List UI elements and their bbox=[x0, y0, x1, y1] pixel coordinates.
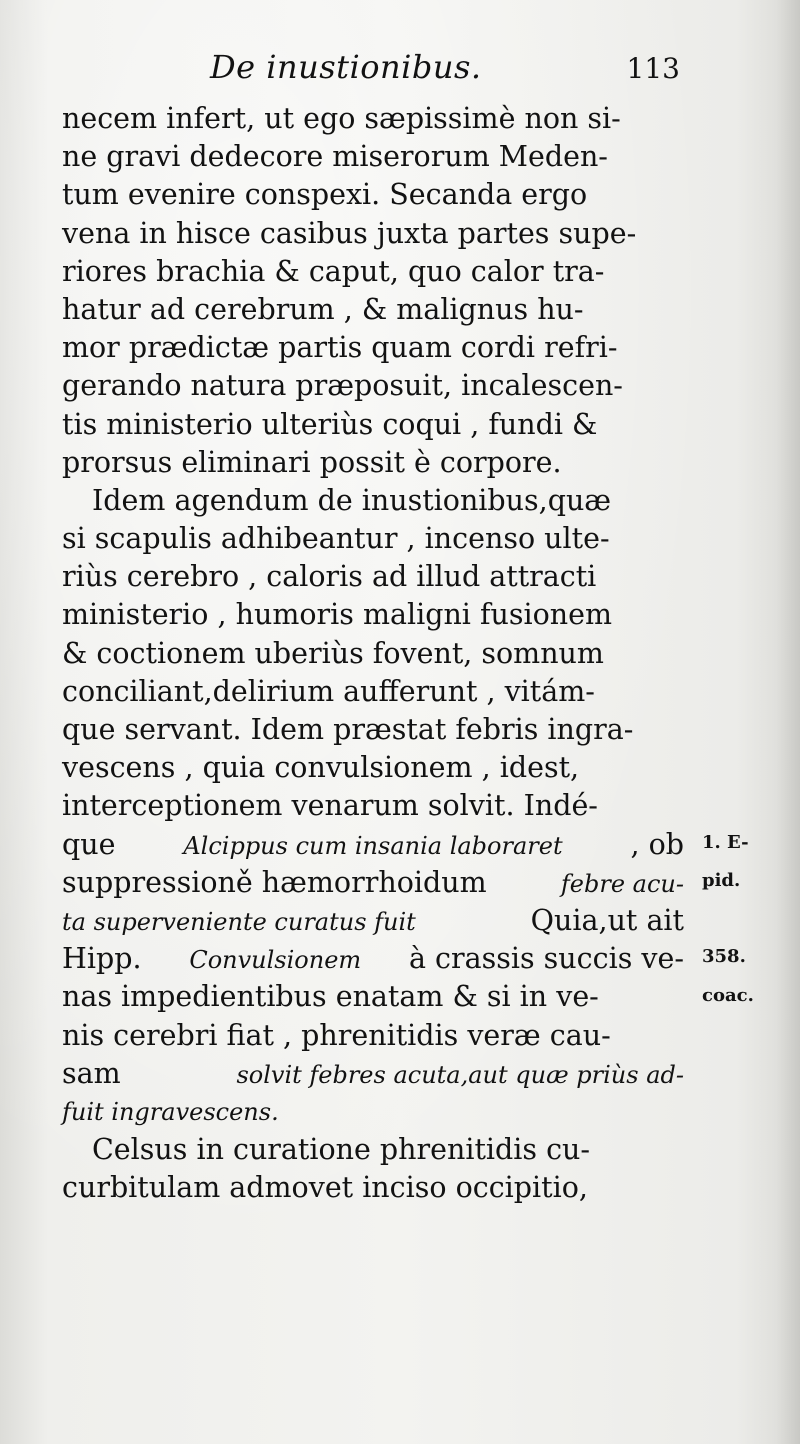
text-line bbox=[62, 100, 684, 138]
text-line bbox=[62, 826, 684, 864]
italic-text: solvit febres acuta,aut quæ priùs ad- bbox=[236, 1060, 684, 1089]
line-text: & coctionem uberiùs fovent, somnum bbox=[62, 636, 604, 670]
text-line bbox=[62, 444, 684, 482]
line-text: riores brachia & caput, quo calor tra- bbox=[62, 254, 605, 288]
margin-notes bbox=[702, 0, 792, 1444]
text-line bbox=[62, 1055, 684, 1093]
line-text: Celsus in curatione phrenitidis cu- bbox=[92, 1133, 591, 1167]
italic-text: febre acu- bbox=[560, 869, 684, 898]
line-text: à crassis succis ve- bbox=[399, 942, 684, 976]
line-text: Quia,ut ait bbox=[521, 903, 684, 937]
text-line bbox=[62, 635, 684, 673]
line-text: vena in hisce casibus juxta partes supe- bbox=[62, 216, 637, 250]
running-title: De inustionibus. bbox=[210, 48, 482, 86]
text-line bbox=[62, 1131, 684, 1169]
italic-text: fuit ingravescens. bbox=[62, 1097, 279, 1126]
text-line bbox=[62, 978, 684, 1016]
text-line bbox=[62, 1017, 684, 1055]
line-text: nis cerebri fiat , phrenitidis veræ cau- bbox=[62, 1018, 611, 1052]
line-text: , ob bbox=[621, 827, 684, 861]
page-number: 113 bbox=[626, 52, 680, 85]
text-line bbox=[62, 673, 684, 711]
line-text: curbitulam admovet inciso occipitio, bbox=[62, 1171, 588, 1205]
line-text: hatur ad cerebrum , & malignus hu- bbox=[62, 292, 584, 326]
line-text: Hipp. bbox=[62, 942, 151, 976]
line-text: nas impedientibus enatam & si in ve- bbox=[62, 980, 599, 1014]
italic-text: ta superveniente curatus fuit bbox=[62, 907, 416, 936]
line-text: vescens , quia convulsionem , idest, bbox=[62, 751, 580, 785]
line-text: que servant. Idem præstat febris ingra- bbox=[62, 713, 634, 746]
line-text: interceptionem venarum solvit. Indé- bbox=[62, 789, 598, 823]
text-line bbox=[62, 940, 684, 978]
text-line bbox=[62, 520, 684, 558]
line-text: prorsus eliminari possit è corpore. bbox=[62, 445, 562, 479]
line-text: tis ministerio ulteriùs coqui , fundi & bbox=[62, 407, 598, 441]
text-line bbox=[62, 558, 684, 596]
text-line bbox=[62, 902, 684, 940]
text-line bbox=[62, 253, 684, 291]
page-header bbox=[60, 48, 680, 94]
text-line bbox=[62, 215, 684, 253]
line-text: sam bbox=[62, 1056, 130, 1090]
text-line bbox=[62, 711, 684, 749]
margin-note: 1. E- bbox=[702, 831, 749, 853]
line-text: mor prædictæ partis quam cordi refri- bbox=[62, 331, 618, 365]
italic-text: Convulsionem bbox=[189, 946, 362, 975]
body-text bbox=[62, 100, 684, 1207]
line-text: si scapulis adhibeantur , incenso ulte- bbox=[62, 522, 610, 556]
line-text: ne gravi dedecore miserorum Meden- bbox=[62, 140, 608, 174]
line-text: riùs cerebro , caloris ad illud attracti bbox=[62, 560, 597, 594]
line-text: Idem agendum de inustionibus,quæ bbox=[92, 483, 612, 517]
text-line bbox=[62, 138, 684, 176]
text-line bbox=[62, 176, 684, 214]
line-text: suppressioně hæmorrhoidum bbox=[62, 865, 496, 899]
line-text: gerando natura præposuit, incalescen- bbox=[62, 369, 623, 403]
text-line bbox=[62, 329, 684, 367]
text-line bbox=[62, 367, 684, 405]
italic-text: Alcippus cum insania laboraret bbox=[183, 831, 563, 860]
line-text: que bbox=[62, 827, 125, 861]
text-line bbox=[62, 291, 684, 329]
margin-note: pid. bbox=[702, 870, 741, 891]
text-line bbox=[62, 596, 684, 634]
line-text: tum evenire conspexi. Secanda ergo bbox=[62, 178, 588, 212]
text-line bbox=[62, 787, 684, 825]
text-line bbox=[62, 864, 684, 902]
line-text: conciliant,delirium aufferunt , vitám- bbox=[62, 674, 595, 708]
text-line bbox=[62, 1093, 684, 1131]
text-line bbox=[62, 406, 684, 444]
text-line bbox=[62, 1169, 684, 1207]
text-line bbox=[62, 749, 684, 787]
margin-note: 358. bbox=[702, 946, 746, 968]
text-line bbox=[62, 482, 684, 520]
margin-note: coac. bbox=[702, 984, 754, 1006]
line-text: ministerio , humoris maligni fusionem bbox=[62, 598, 613, 632]
line-text: necem infert, ut ego sæpissimè non si- bbox=[62, 102, 621, 135]
